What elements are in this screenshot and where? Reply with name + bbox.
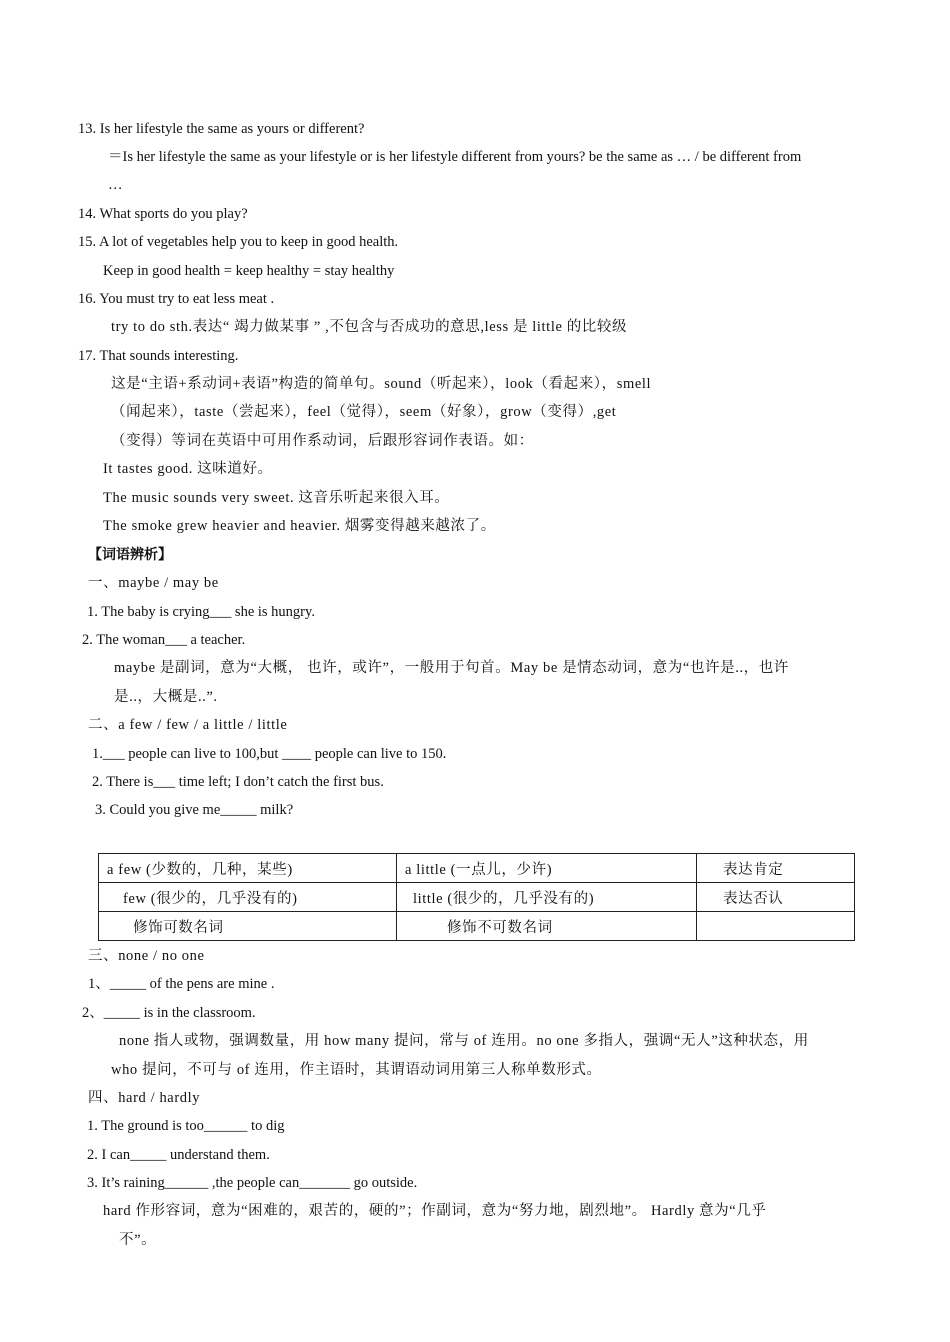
item-17-note-line2: （闻起来），taste（尝起来），feel（觉得），seem（好象），grow（变得）,get bbox=[111, 404, 617, 420]
part3-question-2: 2、_____ is in the classroom. bbox=[82, 1005, 256, 1021]
item-17-note-line1: 这是“主语+系动词+表语”构造的简单句。sound（听起来），look（看起来），smell bbox=[111, 376, 652, 392]
part4-note-line1: hard 作形容词，意为“困难的，艰苦的，硬的”；作副词，意为“努力地，剧烈地”。 Hardly 意为“几乎 bbox=[103, 1203, 767, 1219]
table-cell: little (很少的，几乎没有的) bbox=[397, 883, 697, 912]
item-15-question: 15. A lot of vegetables help you to keep in good health. bbox=[78, 234, 399, 250]
table-cell: 修饰不可数名词 bbox=[397, 912, 697, 941]
part4-question-1: 1. The ground is too______ to dig bbox=[87, 1118, 285, 1134]
comparison-table bbox=[98, 853, 855, 941]
item-13-note-line2: … bbox=[108, 177, 123, 193]
table-cell: 修饰可数名词 bbox=[99, 912, 397, 941]
item-17-example-1: It tastes good. 这味道好。 bbox=[103, 461, 273, 477]
item-17-question: 17. That sounds interesting. bbox=[78, 348, 239, 364]
table-cell: 表达否认 bbox=[697, 883, 855, 912]
part2-title: 二、a few / few / a little / little bbox=[88, 717, 288, 733]
part4-question-3: 3. It’s raining______ ,the people can_______ go outside. bbox=[87, 1175, 418, 1191]
table-cell: few (很少的，几乎没有的) bbox=[99, 883, 397, 912]
item-15-note: Keep in good health = keep healthy = stay healthy bbox=[103, 263, 395, 279]
item-17-example-2: The music sounds very sweet. 这音乐听起来很入耳。 bbox=[103, 490, 450, 506]
part1-note-line1: maybe 是副词，意为“大概， 也许，或许”，一般用于句首。May be 是情态动词，意为“也许是..，也许 bbox=[114, 660, 789, 676]
part2-question-1: 1.___ people can live to 100,but ____ people can live to 150. bbox=[92, 746, 447, 762]
section-heading: 【词语辨析】 bbox=[88, 547, 172, 563]
table-cell: a little (一点儿，少许) bbox=[397, 854, 697, 883]
table-cell: 表达肯定 bbox=[697, 854, 855, 883]
part4-note-line2: 不”。 bbox=[119, 1232, 157, 1248]
part3-title: 三、none / no one bbox=[88, 948, 205, 964]
item-13-note-line1: ＝Is her lifestyle the same as your lifestyle or is her lifestyle different from yours? be the same as … / be different from bbox=[108, 149, 802, 165]
part3-note-line1: none 指人或物，强调数量，用 how many 提问，常与 of 连用。no one 多指人，强调“无人”这种状态，用 bbox=[119, 1033, 809, 1049]
part3-note-line2: who 提问，不可与 of 连用，作主语时，其谓语动词用第三人称单数形式。 bbox=[111, 1062, 602, 1078]
part1-question-2: 2. The woman___ a teacher. bbox=[82, 632, 246, 648]
item-14-question: 14. What sports do you play? bbox=[78, 206, 248, 222]
table-cell: a few (少数的，几种，某些) bbox=[99, 854, 397, 883]
part3-question-1: 1、_____ of the pens are mine . bbox=[88, 976, 275, 992]
part1-note-line2: 是..，大概是..”. bbox=[114, 689, 218, 705]
item-16-question: 16. You must try to eat less meat . bbox=[78, 291, 275, 307]
item-13-question: 13. Is her lifestyle the same as yours or different? bbox=[78, 121, 365, 137]
table-row bbox=[99, 883, 855, 912]
part4-title: 四、hard / hardly bbox=[88, 1090, 201, 1106]
part4-question-2: 2. I can_____ understand them. bbox=[87, 1147, 270, 1163]
table-cell bbox=[697, 912, 855, 941]
part1-question-1: 1. The baby is crying___ she is hungry. bbox=[87, 604, 315, 620]
item-16-note: try to do sth.表达“ 竭力做某事 ” ,不包含与否成功的意思,less 是 little 的比较级 bbox=[111, 319, 628, 335]
part2-question-3: 3. Could you give me_____ milk? bbox=[95, 802, 294, 818]
table-row bbox=[99, 854, 855, 883]
part1-title: 一、maybe / may be bbox=[88, 575, 219, 591]
item-17-example-3: The smoke grew heavier and heavier. 烟雾变得越来越浓了。 bbox=[103, 518, 496, 534]
part2-question-2: 2. There is___ time left; I don’t catch the first bus. bbox=[92, 774, 384, 790]
table-row bbox=[99, 912, 855, 941]
item-17-note-line3: （变得）等词在英语中可用作系动词，后跟形容词作表语。如： bbox=[111, 433, 534, 449]
